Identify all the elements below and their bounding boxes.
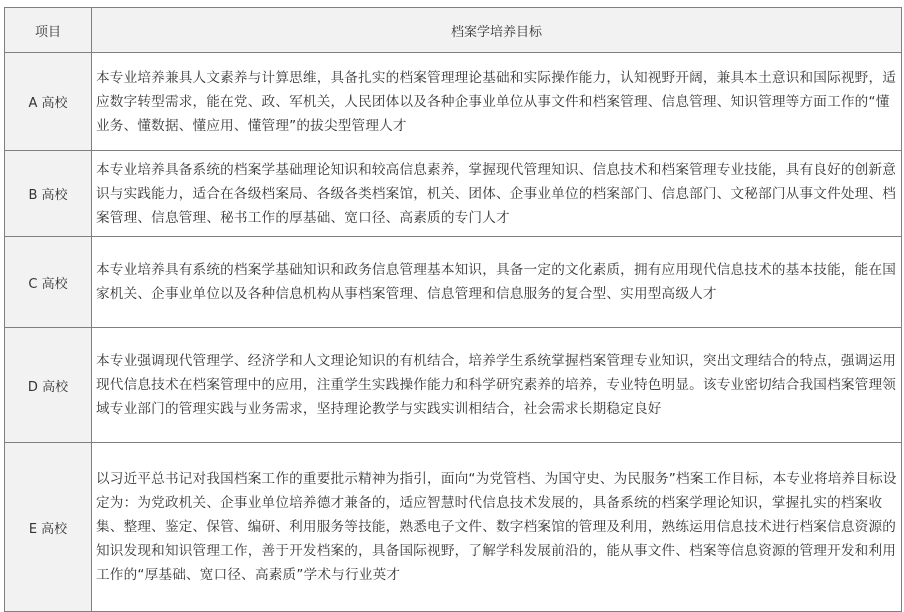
training-goal-text: 本专业培养具备系统的档案学基础理论知识和较高信息素养，掌握现代管理知识、信息技术和档案管理专业技能，具有良好的创新意识与实践能力，适合在各级档案局、各级各类档案馆，机关、团体、企事业单位的档案部门、信息部门、文秘部门从事文件处理、档案管理、信息管理、秘书工作的厚基础、宽口径、高素质的专门人才 xyxy=(92,151,902,237)
training-goal-text: 以习近平总书记对我国档案工作的重要批示精神为指引，面向“为党管档、为国守史、为民服务”档案工作目标，本专业将培养目标设定为：为党政机关、企事业单位培养德才兼备的，适应智慧时代信息技术发展的，具备系统的档案学理论知识，掌握扎实的档案收集、整理、鉴定、保管、编研、利用服务等技能，熟悉电子文件、数字档案馆的管理及利用，熟练运用信息技术进行档案信息资源的知识发现和知识管理工作，善于开发档案的，具备国际视野，了解学科发展前沿的，能从事文件、档案等信息资源的管理开发和利用工作的“厚基础、宽口径、高素质”学术与行业英才 xyxy=(92,443,902,612)
university-name: D 高校 xyxy=(5,328,92,443)
table-row xyxy=(5,328,902,443)
university-name: E 高校 xyxy=(5,443,92,612)
table-row xyxy=(5,443,902,612)
column-header-goal: 档案学培养目标 xyxy=(92,8,902,53)
training-goal-text: 本专业培养兼具人文素养与计算思维，具备扎实的档案管理理论基础和实际操作能力，认知视野开阔，兼具本土意识和国际视野，适应数字转型需求，能在党、政、军机关，人民团体以及各种企事业单位从事文件和档案管理、信息管理、知识管理等方面工作的“懂业务、懂数据、懂应用、懂管理”的拔尖型管理人才 xyxy=(92,53,902,151)
university-name: C 高校 xyxy=(5,237,92,328)
university-name: A 高校 xyxy=(5,53,92,151)
training-goal-text: 本专业强调现代管理学、经济学和人文理论知识的有机结合，培养学生系统掌握档案管理专业知识，突出文理结合的特点，强调运用现代信息技术在档案管理中的应用，注重学生实践操作能力和科学研究素养的培养，专业特色明显。该专业密切结合我国档案管理领域专业部门的管理实践与业务需求，坚持理论教学与实践实训相结合，社会需求长期稳定良好 xyxy=(92,328,902,443)
table-header-row xyxy=(5,8,902,53)
table-row xyxy=(5,237,902,328)
university-name: B 高校 xyxy=(5,151,92,237)
table-row xyxy=(5,53,902,151)
table-row xyxy=(5,151,902,237)
training-goals-table xyxy=(4,7,902,612)
column-header-item: 项目 xyxy=(5,8,92,53)
training-goal-text: 本专业培养具有系统的档案学基础知识和政务信息管理基本知识，具备一定的文化素质，拥有应用现代信息技术的基本技能，能在国家机关、企事业单位以及各种信息机构从事档案管理、信息管理和信息服务的复合型、实用型高级人才 xyxy=(92,237,902,328)
